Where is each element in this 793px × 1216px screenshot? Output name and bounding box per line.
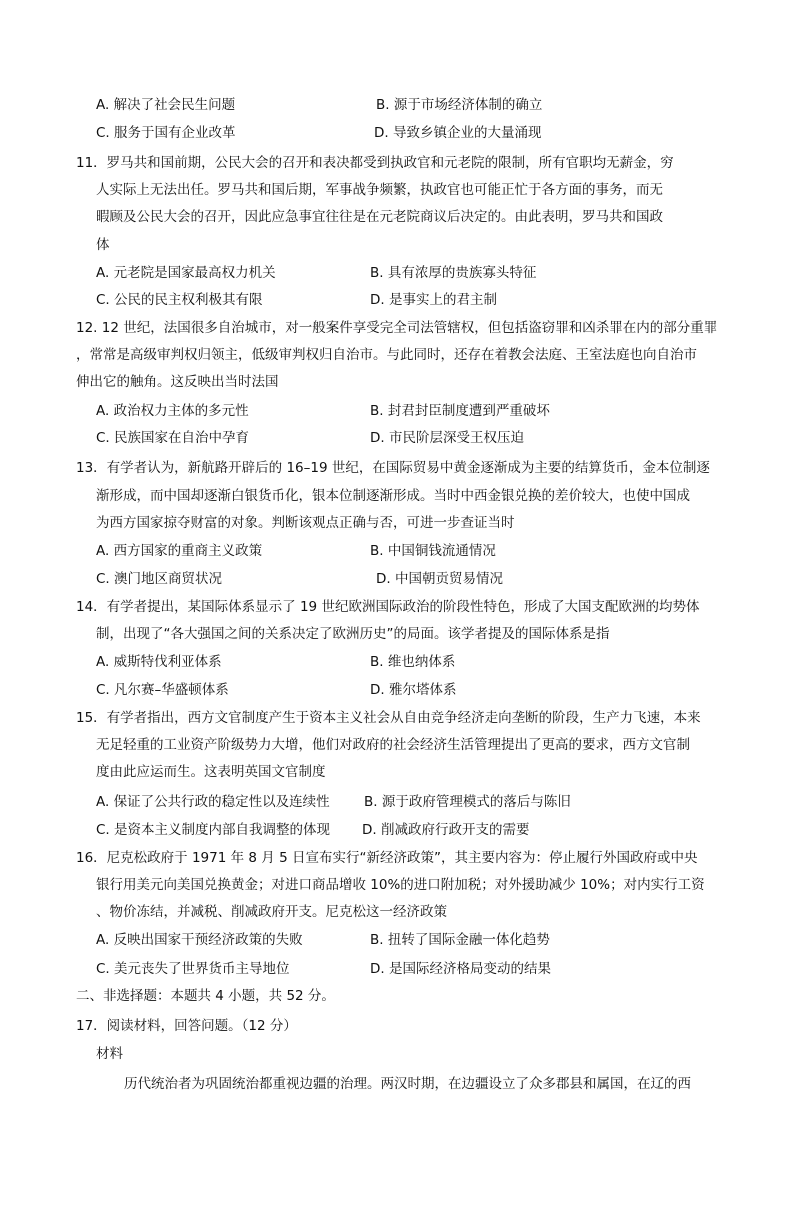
question-15-line: 无足轻重的工业资产阶级势力大增，他们对政府的社会经济生活管理提出了更高的要求，西方文官制 xyxy=(96,737,690,753)
option-a: A. 政治权力主体的多元性 xyxy=(96,403,249,419)
option-a: A. 西方国家的重商主义政策 xyxy=(96,543,263,559)
material-text: 历代统治者为巩固统治都重视边疆的治理。两汉时期，在边疆设立了众多郡县和属国，在辽的西 xyxy=(124,1076,691,1092)
question-14-line: 制，出现了“各大强国之间的关系决定了欧洲历史”的局面。该学者提及的国际体系是指 xyxy=(96,626,610,642)
option-c: C. 是资本主义制度内部自我调整的体现 xyxy=(96,822,331,838)
option-d: D. 中国朝贡贸易情况 xyxy=(376,571,503,587)
option-a: A. 元老院是国家最高权力机关 xyxy=(96,265,276,281)
question-16-line: 16．尼克松政府于 1971 年 8 月 5 日宣布实行“新经济政策”，其主要内容为：停止履行外国政府或中央 xyxy=(76,850,698,866)
option-c: C. 公民的民主权利极其有限 xyxy=(96,292,263,308)
option-d: D. 市民阶层深受王权压迫 xyxy=(370,430,524,446)
option-c: C. 美元丧失了世界货币主导地位 xyxy=(96,961,290,977)
question-11-line: 体 xyxy=(96,237,110,253)
question-14-line: 14．有学者提出，某国际体系显示了 19 世纪欧洲国际政治的阶段性特色，形成了大国支配欧洲的均势体 xyxy=(76,599,700,615)
question-13-line: 渐形成，而中国却逐渐白银货币化，银本位制逐渐形成。当时中西金银兑换的差价较大，也使中国成 xyxy=(96,488,690,504)
option-d: D. 雅尔塔体系 xyxy=(370,682,457,698)
material-label: 材料 xyxy=(96,1046,123,1062)
question-11-line: 11．罗马共和国前期，公民大会的召开和表决都受到执政官和元老院的限制，所有官职均无薪金，穷 xyxy=(76,155,674,171)
option-b: B. 源于政府管理模式的落后与陈旧 xyxy=(364,794,571,810)
option-a: A. 解决了社会民生问题 xyxy=(96,97,236,113)
question-12-line: 伸出它的触角。这反映出当时法国 xyxy=(76,374,279,390)
question-12-line: 12. 12 世纪，法国很多自治城市，对一般案件享受完全司法管辖权，但包括盗窃罪和凶杀罪在内的部分重罪 xyxy=(76,320,718,336)
option-d: D. 削减政府行政开支的需要 xyxy=(362,822,530,838)
option-b: B. 源于市场经济体制的确立 xyxy=(376,97,543,113)
option-a: A. 保证了公共行政的稳定性以及连续性 xyxy=(96,794,330,810)
question-13-line: 为西方国家掠夺财富的对象。判断该观点正确与否，可进一步查证当时 xyxy=(96,515,515,531)
option-c: C. 澳门地区商贸状况 xyxy=(96,571,223,587)
option-a: A. 威斯特伐利亚体系 xyxy=(96,654,222,670)
option-c: C. 民族国家在自治中孕育 xyxy=(96,430,250,446)
option-b: B. 封君封臣制度遭到严重破坏 xyxy=(370,403,550,419)
option-c: C. 凡尔赛–华盛顿体系 xyxy=(96,682,229,698)
question-11-line: 暇顾及公民大会的召开，因此应急事宜往往是在元老院商议后决定的。由此表明，罗马共和国政 xyxy=(96,209,663,225)
question-13-line: 13．有学者认为，新航路开辟后的 16–19 世纪，在国际贸易中黄金逐渐成为主要的结算货币，金本位制逐 xyxy=(76,460,710,476)
question-16-line: 银行用美元向美国兑换黄金；对进口商品增收 10%的进口附加税；对外援助减少 10%；对内实行工资 xyxy=(96,877,705,893)
option-d: D. 导致乡镇企业的大量涌现 xyxy=(374,125,542,141)
option-b: B. 中国铜钱流通情况 xyxy=(370,543,496,559)
option-d: D. 是国际经济格局变动的结果 xyxy=(370,961,551,977)
option-b: B. 扭转了国际金融一体化趋势 xyxy=(370,932,550,948)
question-12-line: ，常常是高级审判权归领主，低级审判权归自治市。与此同时，还存在着教会法庭、王室法庭也向自治市 xyxy=(76,347,697,363)
question-16-line: 、物价冻结，并减税、削减政府开支。尼克松这一经济政策 xyxy=(96,904,447,920)
question-17-title: 17．阅读材料，回答问题。（12 分） xyxy=(76,1018,297,1034)
option-a: A. 反映出国家干预经济政策的失败 xyxy=(96,932,303,948)
section-heading: 二、非选择题：本题共 4 小题，共 52 分。 xyxy=(76,988,335,1004)
option-b: B. 具有浓厚的贵族寡头特征 xyxy=(370,265,537,281)
question-11-line: 人实际上无法出任。罗马共和国后期，军事战争频繁，执政官也可能正忙于各方面的事务，而无 xyxy=(96,182,663,198)
question-15-line: 15．有学者指出，西方文官制度产生于资本主义社会从自由竞争经济走向垄断的阶段，生产力飞速，本来 xyxy=(76,710,701,726)
option-b: B. 维也纳体系 xyxy=(370,654,456,670)
question-15-line: 度由此应运而生。这表明英国文官制度 xyxy=(96,764,326,780)
option-c: C. 服务于国有企业改革 xyxy=(96,125,236,141)
option-d: D. 是事实上的君主制 xyxy=(370,292,497,308)
